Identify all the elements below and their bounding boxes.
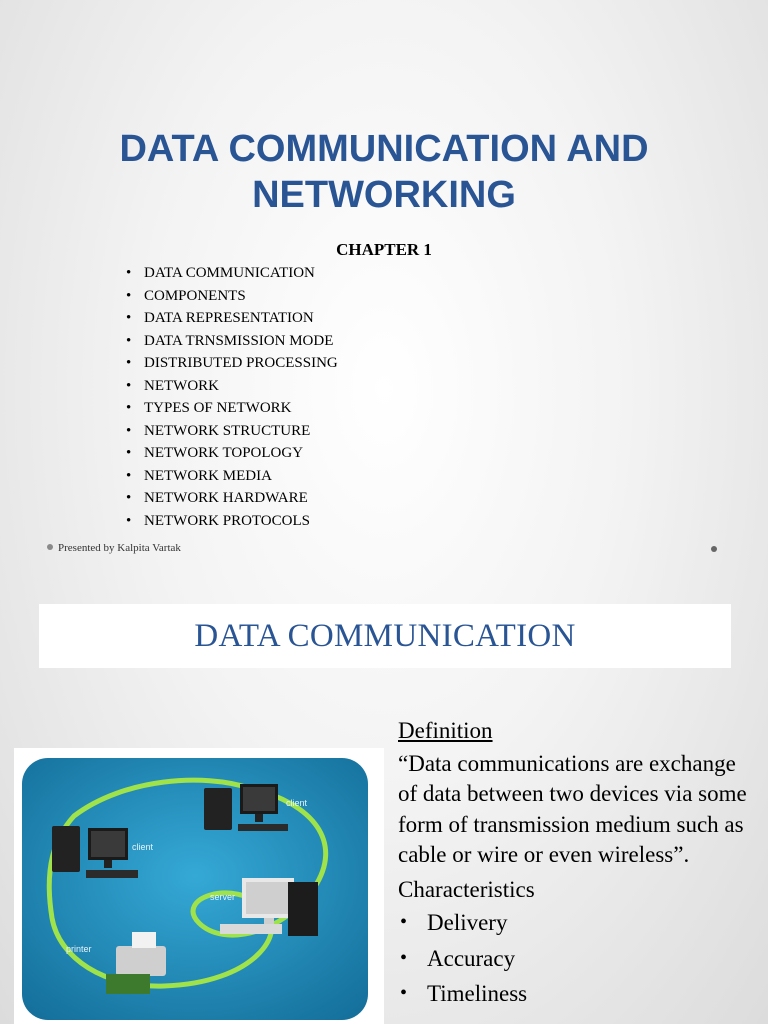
section-title: DATA COMMUNICATION <box>194 617 576 654</box>
label-client-left: client <box>132 842 154 852</box>
slide-title-line-1: DATA COMMUNICATION AND <box>119 128 649 170</box>
topic-item: • NETWORK TOPOLOGY <box>124 442 338 465</box>
bullet-icon: • <box>126 467 132 484</box>
bullet-icon: • <box>126 377 132 394</box>
bullet-icon: • <box>400 911 408 933</box>
topic-item: • NETWORK MEDIA <box>124 465 338 488</box>
bullet-icon: • <box>126 445 132 461</box>
section-banner <box>39 604 731 668</box>
definition-heading: Definition <box>398 718 493 743</box>
network-diagram-illustration <box>14 748 384 1024</box>
bullet-icon: • <box>126 310 132 326</box>
definition-text: “Data communications are exchange of data between two devices via some form of transmission medium such as cable or wire or even wireless”. <box>398 750 747 867</box>
slide-title-line-2: NETWORKING <box>252 174 516 216</box>
topic-item: • NETWORK <box>124 375 338 398</box>
topic-item: • DATA REPRESENTATION <box>124 307 338 330</box>
bullet-icon: • <box>126 422 132 439</box>
characteristics-heading: Characteristics <box>398 876 535 902</box>
presenter-footer <box>47 542 181 554</box>
topic-item: • DISTRIBUTED PROCESSING <box>124 352 338 375</box>
definition-block <box>398 716 758 1012</box>
footer-right-dot-icon <box>711 546 717 552</box>
client-computer-left-icon <box>52 826 138 878</box>
bullet-icon: • <box>126 512 132 529</box>
bullet-icon: • <box>126 287 132 304</box>
topic-item: • NETWORK HARDWARE <box>124 487 338 510</box>
topic-item: • TYPES OF NETWORK <box>124 397 338 420</box>
bullet-icon: • <box>126 332 132 349</box>
topic-list <box>124 262 338 532</box>
characteristics-list <box>398 905 758 1012</box>
bullet-icon: • <box>400 982 408 1004</box>
topic-item: • DATA TRNSMISSION MODE <box>124 330 338 353</box>
label-printer: printer <box>66 944 92 954</box>
characteristic-item: • Accuracy <box>398 941 758 977</box>
bullet-icon: • <box>400 946 408 969</box>
footer-dot-icon <box>47 544 53 550</box>
label-client-top: client <box>286 798 308 808</box>
bullet-icon: • <box>126 400 132 416</box>
topic-item: • COMPONENTS <box>124 285 338 308</box>
topic-item: • NETWORK STRUCTURE <box>124 420 338 443</box>
characteristic-item: • Timeliness <box>398 976 758 1012</box>
slide-title <box>40 126 728 218</box>
characteristic-item: • Delivery <box>398 905 758 941</box>
topic-item: • NETWORK PROTOCOLS <box>124 510 338 533</box>
presenter-name: Presented by Kalpita Vartak <box>58 542 181 554</box>
chapter-heading: CHAPTER 1 <box>336 240 432 259</box>
bullet-icon: • <box>126 265 132 281</box>
bullet-icon: • <box>126 355 132 371</box>
network-diagram <box>14 748 384 1024</box>
label-server: server <box>210 892 236 902</box>
bullet-icon: • <box>126 490 132 506</box>
topic-item: • DATA COMMUNICATION <box>124 262 338 285</box>
